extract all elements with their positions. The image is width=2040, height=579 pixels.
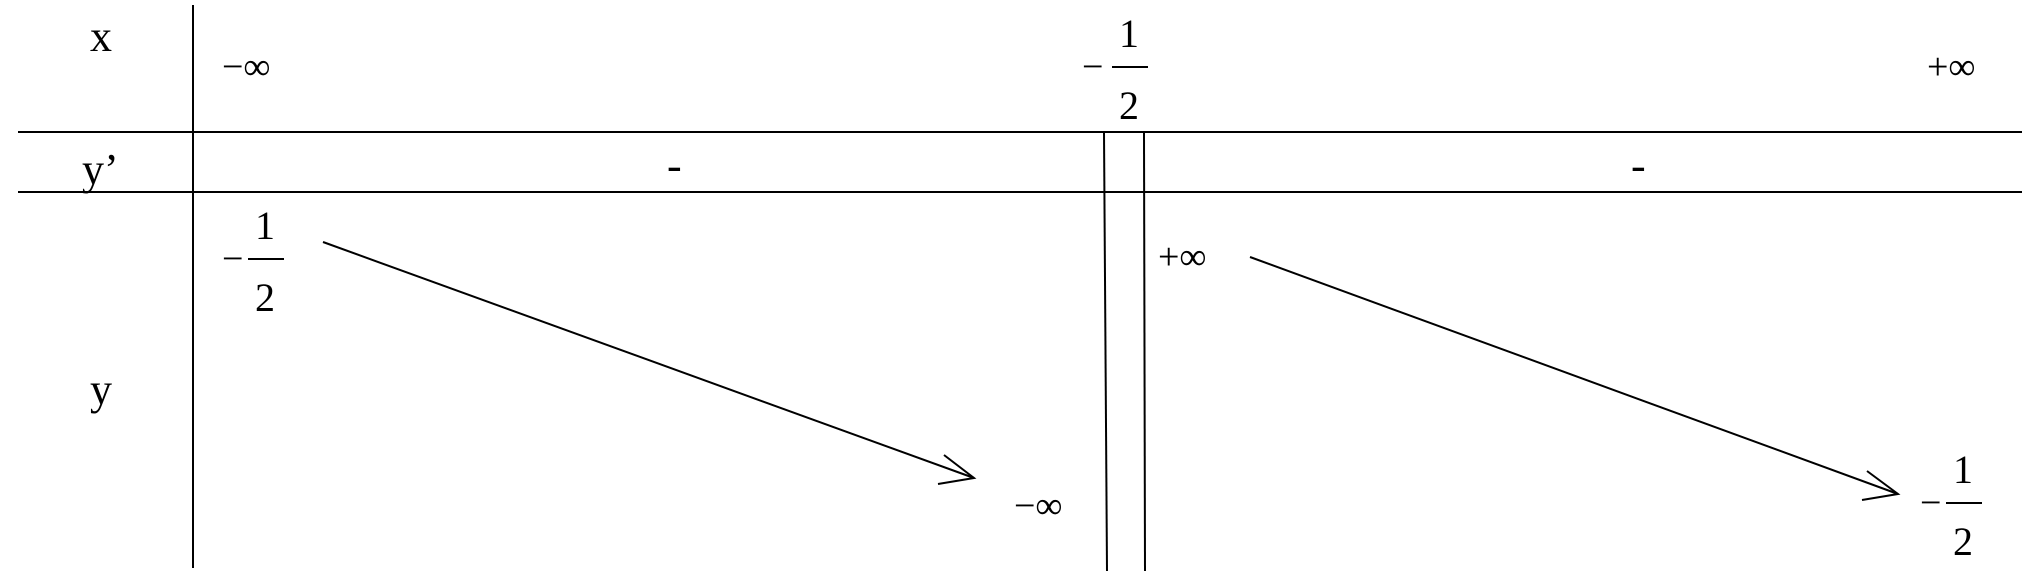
decrease-arrow-right bbox=[1250, 257, 1898, 494]
fraction-denominator: 2 bbox=[1119, 83, 1139, 128]
fraction-numerator: 1 bbox=[1953, 447, 1973, 492]
derivative-sign-right: - bbox=[1631, 141, 1646, 190]
fraction-bar bbox=[1946, 502, 1982, 504]
x-critical-value bbox=[1082, 11, 1154, 128]
y-left-bottom-value: −∞ bbox=[1014, 485, 1063, 527]
decrease-arrow-left bbox=[323, 242, 974, 478]
x-right-bound: +∞ bbox=[1927, 46, 1976, 88]
y-right-bottom-value bbox=[1920, 447, 1992, 564]
fraction-bar bbox=[1112, 66, 1148, 68]
x-left-bound: −∞ bbox=[222, 46, 271, 88]
y-right-top-value: +∞ bbox=[1158, 236, 1207, 278]
arrowhead-right-icon bbox=[1862, 471, 1898, 500]
fraction-numerator: 1 bbox=[1119, 11, 1139, 56]
fraction-sign: − bbox=[1082, 46, 1104, 88]
y-left-top-value bbox=[222, 203, 294, 320]
asymptote-line-right bbox=[1144, 133, 1145, 571]
fraction-denominator: 2 bbox=[255, 275, 275, 320]
fraction-numerator: 1 bbox=[255, 203, 275, 248]
fraction-sign: − bbox=[222, 238, 244, 280]
fraction-bar bbox=[248, 258, 284, 260]
row-label-derivative: y’ bbox=[82, 145, 119, 194]
row-label-x: x bbox=[90, 12, 112, 61]
row-label-y: y bbox=[90, 365, 112, 414]
fraction-denominator: 2 bbox=[1953, 519, 1973, 564]
asymptote-line-left bbox=[1104, 133, 1107, 571]
derivative-sign-left: - bbox=[667, 141, 682, 190]
fraction-sign: − bbox=[1920, 482, 1942, 524]
arrowhead-left-icon bbox=[938, 455, 974, 484]
